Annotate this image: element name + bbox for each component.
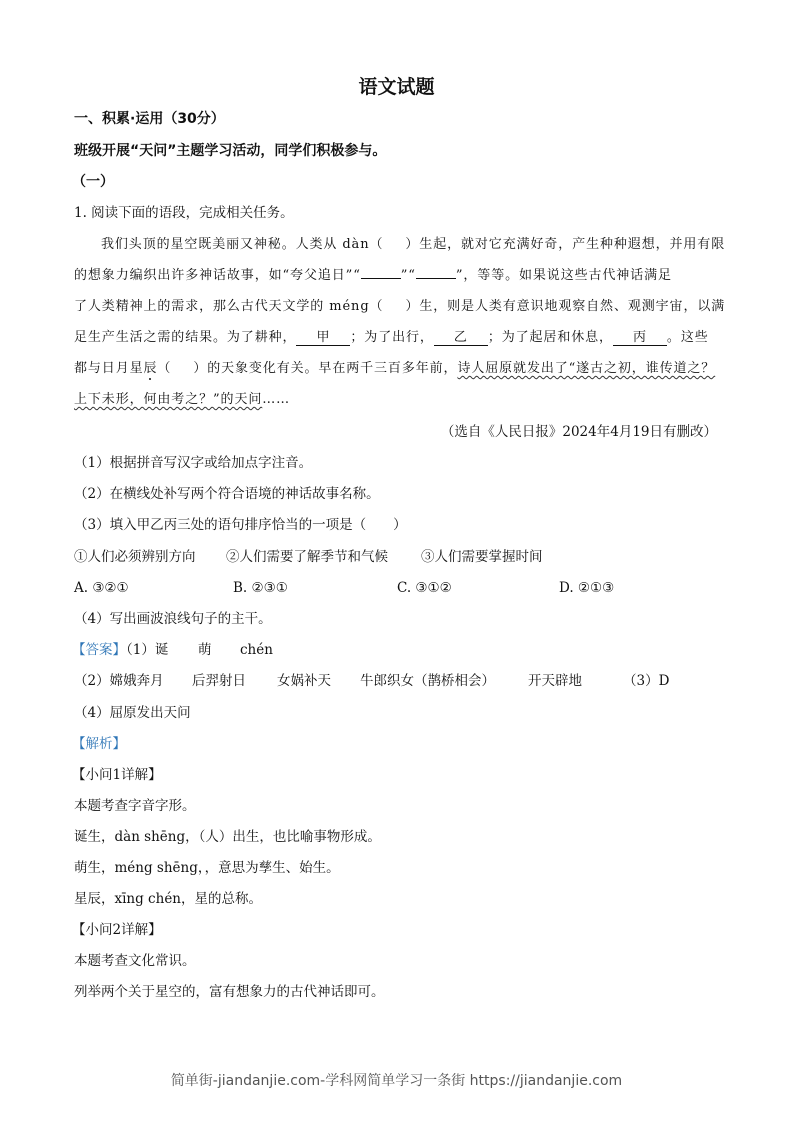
myth-blank-2[interactable] xyxy=(416,278,456,279)
question-1-prompt: 1. 阅读下面的语段，完成相关任务。 xyxy=(74,205,294,221)
part-label: （一） xyxy=(72,174,114,190)
passage-text: ）生，则是人类有意识地观察自然、观测宇宙，以满 xyxy=(405,299,726,314)
passage-source: （选自《人民日报》2024年4月19日有删改） xyxy=(440,424,717,440)
analysis-text: 本题考查字音字形。 xyxy=(74,798,196,814)
analysis-text: 列举两个关于星空的，富有想象力的古代神话即可。 xyxy=(74,984,385,1000)
passage-text: 我们头顶的星空既美丽又神秘。人类从 dàn（ xyxy=(101,237,384,252)
option-b[interactable]: B. ②③① xyxy=(233,580,288,596)
passage-text: ”“ xyxy=(400,268,416,283)
analysis-text: 本题考查文化常识。 xyxy=(74,953,196,969)
answer-text: （1）诞 xyxy=(126,642,169,658)
activity-intro: 班级开展“天问”主题学习活动，同学们积极参与。 xyxy=(74,143,387,159)
statement-2: ②人们需要了解季节和气候 xyxy=(226,549,388,565)
section-heading: 一、积累·运用（30分） xyxy=(74,111,225,127)
passage-text: 足生产生活之需的结果。为了耕种， xyxy=(74,330,297,345)
myth-blank-1[interactable] xyxy=(361,278,401,279)
sub-2-heading: 【小问2详解】 xyxy=(72,922,162,938)
passage-line-5 xyxy=(74,360,715,378)
sub-question-2: （2）在横线处补写两个符合语境的神话故事名称。 xyxy=(74,486,380,502)
sub-question-4: （4）写出画波浪线句子的主干。 xyxy=(74,611,272,627)
passage-text: ；为了起居和休息， xyxy=(487,330,613,345)
wavy-underlined-sentence: 诗人屈原就发出了“遂古之初，谁传道之？ xyxy=(457,361,716,376)
passage-text: ；为了出行， xyxy=(350,330,434,345)
passage-line-3 xyxy=(74,298,725,316)
sub-question-1: （1）根据拼音写汉字或给加点字注音。 xyxy=(74,455,313,471)
passage-text: ）生起，就对它充满好奇，产生种种遐想，并用有限 xyxy=(405,237,726,252)
answer-text: 牛郎织女（鹊桥相会） xyxy=(360,673,495,689)
blank-jia: 甲 xyxy=(296,330,350,346)
passage-text: 的想象力编织出许多神话故事，如“夸父追日”“ xyxy=(74,268,361,283)
answer-text: 开天辟地 xyxy=(528,673,582,689)
passage-line-1 xyxy=(101,236,725,254)
option-c[interactable]: C. ③①② xyxy=(397,580,452,596)
passage-text: …… xyxy=(262,392,291,407)
passage-text: 都与日月星 xyxy=(74,361,144,376)
passage-line-6 xyxy=(74,391,290,409)
answer-text: （3）D xyxy=(623,673,670,689)
answer-line-3: （4）屈原发出天问 xyxy=(74,705,191,721)
passage-text: 了人类精神上的需求，那么古代天文学的 méng（ xyxy=(74,299,384,314)
watermark-footer: 简单街-jiandanjie.com-学科网简单学习一条街 https://jiandanjie.com xyxy=(170,1073,623,1089)
analysis-text: 诞生，dàn shēng，（人）出生，也比喻事物形成。 xyxy=(74,829,381,845)
answer-text: 后羿射日 xyxy=(192,673,246,689)
analysis-text: 萌生，méng shēng，，意思为孳生、始生。 xyxy=(74,860,340,876)
answer-text: chén xyxy=(240,642,273,658)
passage-text: ”，等等。如果说这些古代神话满足 xyxy=(455,268,672,283)
document-title: 语文试题 xyxy=(358,76,435,98)
passage-line-4 xyxy=(74,329,709,347)
answer-text: （2）嫦娥奔月 xyxy=(74,673,164,689)
statement-1: ①人们必须辨别方向 xyxy=(74,549,196,565)
answer-line-1 xyxy=(72,641,273,659)
analysis-label: 【解析】 xyxy=(72,736,126,752)
passage-text: （ xyxy=(157,361,172,376)
passage-text: 。这些 xyxy=(666,330,709,345)
passage-line-2 xyxy=(74,267,672,285)
answer-label: 【答案】 xyxy=(72,642,126,658)
dotted-character: 辰 xyxy=(143,361,158,376)
blank-bing: 丙 xyxy=(613,330,667,346)
sub-question-3: （3）填入甲乙丙三处的语句排序恰当的一项是（ ） xyxy=(74,517,407,533)
option-a[interactable]: A. ③②① xyxy=(74,580,129,596)
blank-yi: 乙 xyxy=(434,330,488,346)
statement-3: ③人们需要掌握时间 xyxy=(421,549,543,565)
passage-text: ）的天象变化有关。早在两千三百多年前， xyxy=(193,361,458,376)
answer-text: 萌 xyxy=(198,642,212,658)
answer-text: 女娲补天 xyxy=(277,673,331,689)
wavy-underlined-sentence: 上下未形，何由考之？”的天问 xyxy=(74,392,263,407)
analysis-text: 星辰，xīng chén，星的总称。 xyxy=(74,891,262,907)
option-d[interactable]: D. ②①③ xyxy=(559,580,615,596)
sub-1-heading: 【小问1详解】 xyxy=(72,767,162,783)
